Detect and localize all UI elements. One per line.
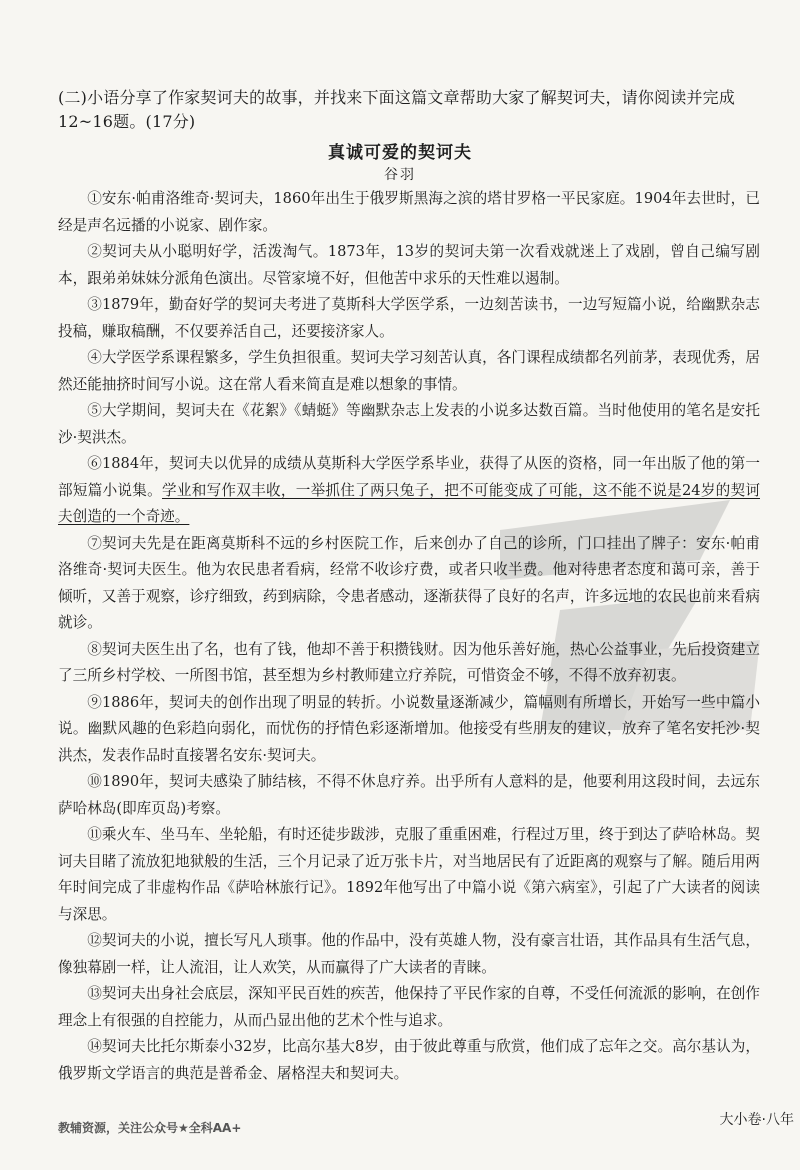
paragraph-6: [58, 451, 760, 531]
paragraph-11: ⑪乘火车、坐马车、坐轮船，有时还徒步跋涉，克服了重重困难，行程过万里，终于到达了萨哈林岛。契诃夫目睹了流放犯地狱般的生活，三个月记录了近万张卡片，对当地居民有了近距离的观察与了解。随后用两年时间完成了非虚构作品《萨哈林旅行记》。1892年他写出了中篇小说《第六病室》，引起了广大读者的阅读与深思。: [58, 826, 760, 923]
paragraph-10: ⑩1890年，契诃夫感染了肺结核，不得不休息疗养。出乎所有人意料的是，他要利用这段时间，去远东萨哈林岛(即库页岛)考察。: [58, 773, 760, 817]
section-intro: (二)小语分享了作家契诃夫的故事，并找来下面这篇文章帮助大家了解契诃夫，请你阅读并完成12~16题。(17分): [58, 88, 736, 131]
paragraph-7: ⑦契诃夫先是在距离莫斯科不远的乡村医院工作，后来创办了自己的诊所，门口挂出了牌子：安东·帕甫洛维奇·契诃夫医生。他为农民患者看病，经常不收诊疗费，或者只收半费。他对待患者态度和蔼可亲，善于倾听，又善于观察，诊疗细致，药到病除，令患者感动，逐渐获得了良好的名声，许多远地的农民也前来看病就诊。: [58, 534, 760, 631]
paragraph-14: ⑭契诃夫比托尔斯泰小32岁，比高尔基大8岁，由于彼此尊重与欣赏，他们成了忘年之交。高尔基认为，俄罗斯文学语言的典范是普希金、屠格涅夫和契诃夫。: [58, 1038, 760, 1082]
footer-page-label: 大小卷·八年: [719, 1112, 794, 1128]
paragraph-6-text: ⑥1884年，契诃夫以优异的成绩从莫斯科大学医学系毕业，获得了从医的资格，同一年出版了他的第一部短篇小说集。: [58, 455, 760, 499]
paragraph-2: ②契诃夫从小聪明好学，活泼淘气。1873年，13岁的契诃夫第一次看戏就迷上了戏剧，曾自己编写剧本，跟弟弟妹妹分派角色演出。尽管家境不好，但他苦中求乐的天性难以遏制。: [58, 243, 760, 287]
paragraph-13: ⑬契诃夫出身社会底层，深知平民百姓的疾苦，他保持了平民作家的自尊，不受任何流派的影响，在创作理念上有很强的自控能力，从而凸显出他的艺术个性与追求。: [58, 985, 760, 1029]
underlined-sentence: 学业和写作双丰收，一举抓住了两只兔子，把不可能变成了可能，这不能不说是24岁的契诃夫创造的一个奇迹。: [58, 481, 760, 525]
article-title: 真诚可爱的契诃夫: [328, 143, 472, 163]
article-author: 谷羽: [384, 167, 416, 183]
paragraph-4: ④大学医学系课程繁多，学生负担很重。契诃夫学习刻苦认真，各门课程成绩都名列前茅，表现优秀，居然还能抽挤时间写小说。这在常人看来简直是难以想象的事情。: [58, 349, 760, 393]
paragraph-12: ⑫契诃夫的小说，擅长写凡人琐事。他的作品中，没有英雄人物，没有豪言壮语，其作品具有生活气息，像独幕剧一样，让人流泪，让人欢笑，从而赢得了广大读者的青睐。: [58, 932, 760, 976]
paragraph-8: ⑧契诃夫医生出了名，也有了钱，他却不善于积攒钱财。因为他乐善好施，热心公益事业，先后投资建立了三所乡村学校、一所图书馆，甚至想为乡村教师建立疗养院，可惜资金不够，不得不放弃初衷。: [58, 640, 760, 684]
footer-source-note: 教辅资源，关注公众号★全科AA+: [58, 1121, 242, 1135]
paragraph-1: ①安东·帕甫洛维奇·契诃夫，1860年出生于俄罗斯黑海之滨的塔甘罗格一平民家庭。1904年去世时，已经是声名远播的小说家、剧作家。: [58, 190, 760, 234]
article-body: [58, 186, 760, 1087]
paragraph-5: ⑤大学期间，契诃夫在《花絮》《蜻蜓》等幽默杂志上发表的小说多达数百篇。当时他使用的笔名是安托沙·契洪杰。: [58, 402, 760, 446]
paragraph-9: ⑨1886年，契诃夫的创作出现了明显的转折。小说数量逐渐减少，篇幅则有所增长，开始写一些中篇小说。幽默风趣的色彩趋向弱化，而忧伤的抒情色彩逐渐增加。他接受有些朋友的建议，放弃了笔名安托沙·契洪杰，发表作品时直接署名安东·契诃夫。: [58, 693, 760, 764]
paragraph-3: ③1879年，勤奋好学的契诃夫考进了莫斯科大学医学系，一边刻苦读书，一边写短篇小说，给幽默杂志投稿，赚取稿酬，不仅要养活自己，还要接济家人。: [58, 296, 760, 340]
